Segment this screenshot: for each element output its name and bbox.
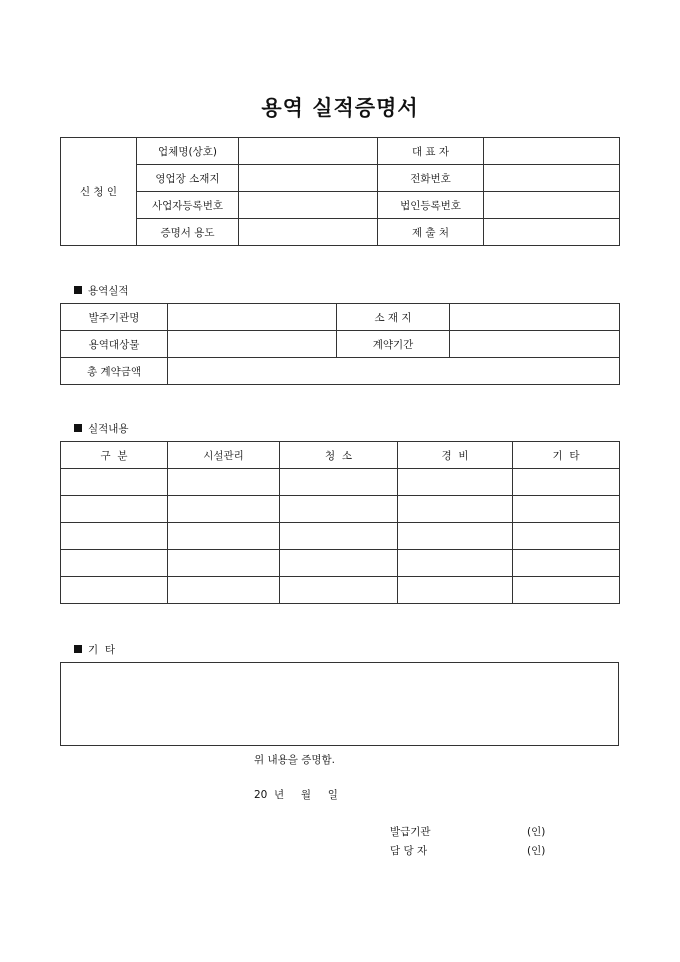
client-field[interactable] bbox=[168, 304, 337, 331]
business-reg-number-field[interactable] bbox=[239, 192, 378, 219]
company-name-field[interactable] bbox=[239, 138, 378, 165]
total-amount-label: 총 계약금액 bbox=[61, 358, 168, 385]
submit-to-field[interactable] bbox=[484, 219, 620, 246]
other-notes-box[interactable] bbox=[60, 662, 619, 746]
table-cell[interactable] bbox=[398, 550, 513, 577]
table-cell[interactable] bbox=[398, 496, 513, 523]
table-cell[interactable] bbox=[513, 469, 620, 496]
bullet-square-icon bbox=[74, 645, 82, 653]
column-header: 기 타 bbox=[513, 442, 620, 469]
business-address-label: 영업장 소재지 bbox=[137, 165, 239, 192]
business-address-field[interactable] bbox=[239, 165, 378, 192]
table-cell[interactable] bbox=[513, 550, 620, 577]
table-cell[interactable] bbox=[280, 577, 398, 604]
manager-label: 담 당 자 bbox=[390, 845, 428, 857]
certificate-purpose-label: 증명서 용도 bbox=[137, 219, 239, 246]
table-cell[interactable] bbox=[61, 523, 168, 550]
location-label: 소 재 지 bbox=[337, 304, 450, 331]
other-heading: 기 타 bbox=[74, 642, 115, 657]
table-cell[interactable] bbox=[280, 469, 398, 496]
performance-heading: 실적내용 bbox=[74, 421, 129, 436]
document-title: 용역 실적증명서 bbox=[261, 96, 419, 120]
table-row bbox=[61, 469, 620, 496]
issuer-label: 발급기관 bbox=[390, 826, 431, 838]
submit-to-label: 제 출 처 bbox=[378, 219, 484, 246]
table-cell[interactable] bbox=[513, 577, 620, 604]
bullet-square-icon bbox=[74, 286, 82, 294]
company-name-label: 업체명(상호) bbox=[137, 138, 239, 165]
manager-seal: (인) bbox=[527, 845, 546, 857]
client-label: 발주기관명 bbox=[61, 304, 168, 331]
table-row bbox=[61, 496, 620, 523]
corporate-reg-number-field[interactable] bbox=[484, 192, 620, 219]
table-cell[interactable] bbox=[513, 523, 620, 550]
certificate-purpose-field[interactable] bbox=[239, 219, 378, 246]
table-cell[interactable] bbox=[168, 469, 280, 496]
service-record-heading: 용역실적 bbox=[74, 283, 129, 298]
performance-table bbox=[60, 441, 620, 604]
applicant-group-label: 신 청 인 bbox=[61, 138, 137, 246]
table-cell[interactable] bbox=[61, 577, 168, 604]
representative-label: 대 표 자 bbox=[378, 138, 484, 165]
table-row bbox=[61, 577, 620, 604]
service-record-table bbox=[60, 303, 620, 385]
table-cell[interactable] bbox=[61, 469, 168, 496]
column-header: 시설관리 bbox=[168, 442, 280, 469]
table-cell[interactable] bbox=[61, 550, 168, 577]
column-header: 청 소 bbox=[280, 442, 398, 469]
table-cell[interactable] bbox=[61, 496, 168, 523]
phone-field[interactable] bbox=[484, 165, 620, 192]
bullet-square-icon bbox=[74, 424, 82, 432]
contract-period-field[interactable] bbox=[450, 331, 620, 358]
table-cell[interactable] bbox=[398, 577, 513, 604]
phone-label: 전화번호 bbox=[378, 165, 484, 192]
table-cell[interactable] bbox=[280, 550, 398, 577]
table-cell[interactable] bbox=[513, 496, 620, 523]
applicant-table bbox=[60, 137, 620, 246]
table-cell[interactable] bbox=[168, 523, 280, 550]
contract-period-label: 계약기간 bbox=[337, 331, 450, 358]
column-header: 경 비 bbox=[398, 442, 513, 469]
corporate-reg-number-label: 법인등록번호 bbox=[378, 192, 484, 219]
table-row bbox=[61, 523, 620, 550]
business-reg-number-label: 사업자등록번호 bbox=[137, 192, 239, 219]
total-amount-field[interactable] bbox=[168, 358, 620, 385]
performance-header-row bbox=[61, 442, 620, 469]
table-cell[interactable] bbox=[168, 496, 280, 523]
date-line: 20 년 월 일 bbox=[254, 789, 338, 801]
table-cell[interactable] bbox=[168, 577, 280, 604]
table-row bbox=[61, 550, 620, 577]
column-header: 구 분 bbox=[61, 442, 168, 469]
table-cell[interactable] bbox=[280, 523, 398, 550]
table-cell[interactable] bbox=[398, 469, 513, 496]
representative-field[interactable] bbox=[484, 138, 620, 165]
issuer-seal: (인) bbox=[527, 826, 546, 838]
service-target-field[interactable] bbox=[168, 331, 337, 358]
certification-statement: 위 내용을 증명함. bbox=[254, 754, 336, 766]
location-field[interactable] bbox=[450, 304, 620, 331]
table-cell[interactable] bbox=[168, 550, 280, 577]
service-target-label: 용역대상물 bbox=[61, 331, 168, 358]
table-cell[interactable] bbox=[398, 523, 513, 550]
table-cell[interactable] bbox=[280, 496, 398, 523]
